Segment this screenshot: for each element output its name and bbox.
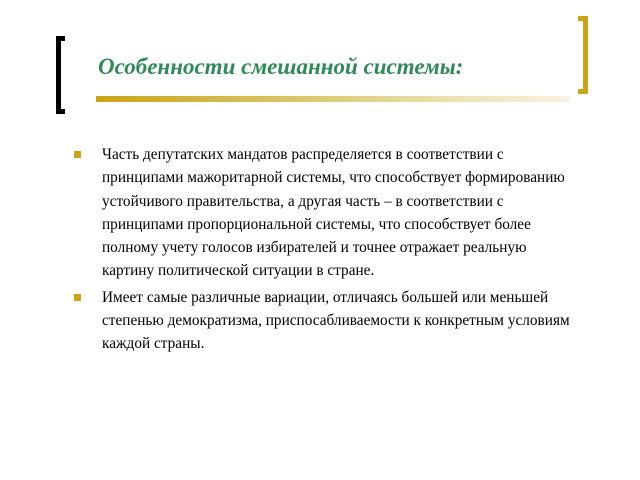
slide-title: Особенности смешанной системы: [98, 54, 464, 79]
right-bracket-decoration [578, 16, 588, 94]
square-bullet-icon [74, 294, 81, 301]
square-bullet-icon [74, 151, 81, 158]
bullet-list [74, 143, 574, 359]
title-underline [96, 96, 570, 102]
bullet-item [74, 143, 574, 283]
bullet-text: Имеет самые различные вариации, отличаясь большей или меньшей степенью демократизма, приспосабливаемости к конкретным условиям каждой страны. [102, 288, 570, 353]
left-bracket-decoration [56, 36, 65, 114]
bullet-item [74, 286, 574, 356]
bullet-text: Часть депутатских мандатов распределяется в соответствии с принципами мажоритарной системы, что способствует формированию устойчивого правительства, а другая часть – в соответствии с принципами пропорциональной системы, что способствует более полному учету голосов избирателей и точнее отражает реальную картину политической ситуации в стране. [102, 146, 565, 280]
